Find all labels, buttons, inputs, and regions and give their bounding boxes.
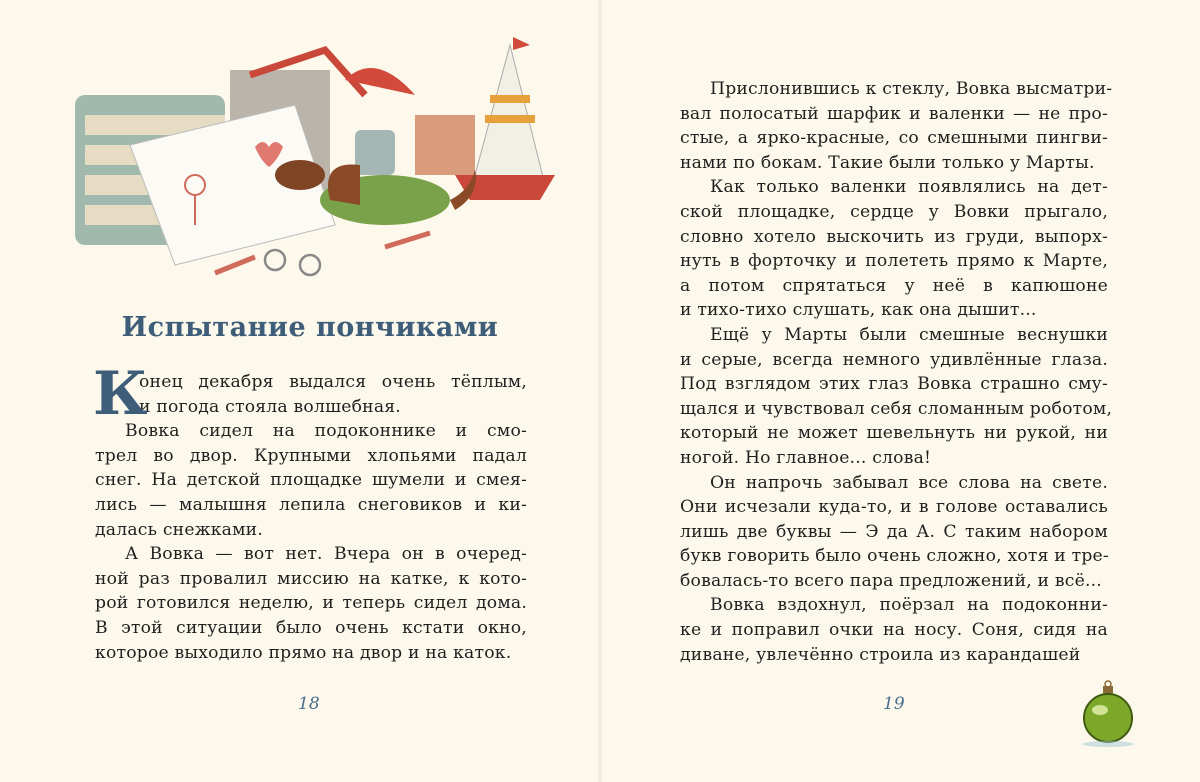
text-line: Прислонившись к стеклу, Вовка высматри- bbox=[710, 79, 1113, 99]
text-line: далась снежками. bbox=[95, 519, 263, 540]
text-line: Как только валенки появлялись на дет- bbox=[710, 177, 1108, 198]
text-line: которое выходило прямо на двор и на каток. bbox=[95, 642, 512, 663]
text-line: лись — малышня лепила снеговиков и ки- bbox=[95, 494, 527, 515]
text-line: а потом спрятаться у неё в капюшоне bbox=[680, 275, 1108, 296]
illustration-books-dog-lamp bbox=[65, 35, 565, 285]
text-line: ной раз провалил миссию на катке, к кото- bbox=[95, 568, 527, 589]
text-line: диване, увлечённо строила из карандашей bbox=[680, 644, 1081, 665]
text-line: нуть в форточку и полететь прямо к Марте, bbox=[680, 251, 1108, 272]
text-line: бовалась-то всего пара предложений, и всё... bbox=[680, 570, 1102, 591]
text-line: снег. На детской площадке шумели и смея- bbox=[95, 470, 527, 491]
drop-cap: К bbox=[93, 359, 148, 429]
text-line: Вовка сидел на подоконнике и смо- bbox=[125, 421, 527, 442]
text-line: ке и поправил очки на носу. Соня, сидя на bbox=[680, 620, 1108, 641]
page-number-right: 19 bbox=[883, 694, 905, 714]
text-line: и серые, всегда немного удивлённые глаза. bbox=[680, 349, 1108, 370]
text-line: щался и чувствовал себя сломанным роботом, bbox=[680, 398, 1113, 419]
text-line: лишь две буквы — Э да А. С таким набором bbox=[680, 521, 1108, 542]
text-line: Они исчезали куда-то, и в голове оставались bbox=[680, 497, 1108, 518]
text-line: Вовка вздохнул, поёрзал на подоконни- bbox=[710, 595, 1108, 616]
text-line: ногой. Но главное... слова! bbox=[680, 447, 932, 468]
text-line: словно хотело выскочить из груди, выпорх- bbox=[680, 226, 1108, 247]
right-page bbox=[600, 0, 1200, 782]
text-line: онец декабря выдался очень тёплым, bbox=[139, 372, 527, 392]
text-line: и погода стояла волшебная. bbox=[139, 396, 401, 417]
text-line: ской площадке, сердце у Вовки прыгало, bbox=[680, 201, 1108, 222]
text-line: рой готовился неделю, и теперь сидел дома. bbox=[95, 593, 527, 614]
text-line: Под взглядом этих глаз Вовка страшно сму- bbox=[680, 374, 1108, 395]
chapter-title: Испытание пончиками bbox=[121, 312, 499, 343]
text-line: Он напрочь забывал все слова на свете. bbox=[710, 472, 1108, 493]
right-body-text bbox=[680, 77, 1113, 667]
text-line: нами по бокам. Такие были только у Марты. bbox=[680, 152, 1095, 173]
page-number-left: 18 bbox=[298, 694, 320, 714]
text-line: А Вовка — вот нет. Вчера он в очеред- bbox=[125, 544, 527, 565]
text-line: В этой ситуации было очень кстати окно, bbox=[95, 617, 527, 638]
text-line: букв говорить было очень сложно, хотя и тре- bbox=[680, 546, 1109, 567]
left-body-text bbox=[93, 359, 527, 665]
text-line: и тихо-тихо слушать, как она дышит... bbox=[680, 300, 1037, 321]
text-line: трел во двор. Крупными хлопьями падал bbox=[95, 445, 527, 466]
text-line: вал полосатый шарфик и валенки — не про- bbox=[680, 103, 1108, 124]
text-line: который не может шевельнуть ни рукой, ни bbox=[680, 423, 1108, 444]
christmas-ornament-icon bbox=[1078, 680, 1138, 750]
text-line: Ещё у Марты были смешные веснушки bbox=[710, 324, 1108, 345]
text-line: стые, а ярко-красные, со смешными пингви- bbox=[680, 128, 1108, 149]
